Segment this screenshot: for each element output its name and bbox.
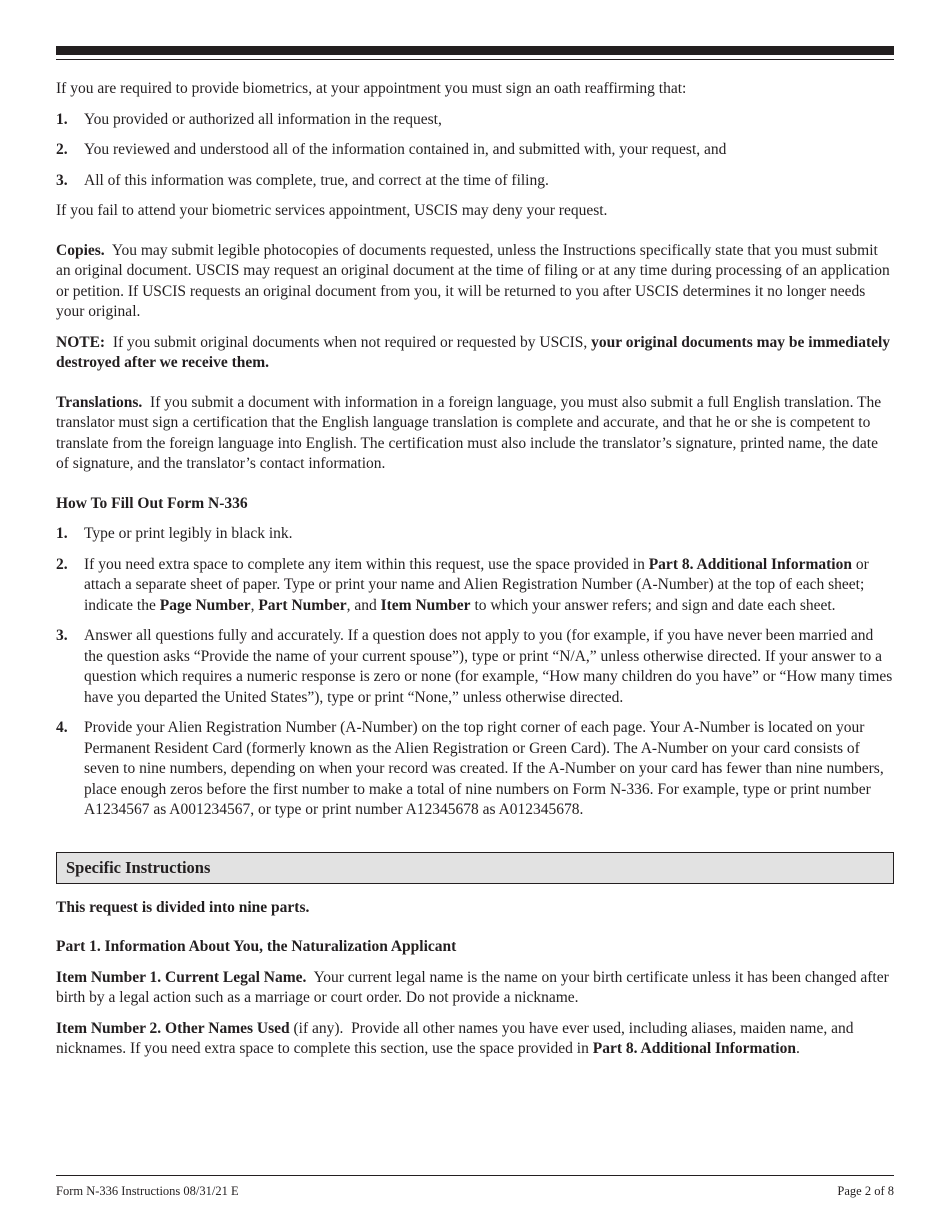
item-number: 3. xyxy=(56,171,68,189)
item-text: Type or print legibly in black ink. xyxy=(84,525,293,542)
biometrics-lead: If you are required to provide biometrics, at your appointment you must sign an oath reaffirming that: xyxy=(56,80,687,97)
footer-rule xyxy=(56,1175,894,1176)
header-thin-rule xyxy=(56,59,894,60)
item-text: All of this information was complete, true, and correct at the time of filing. xyxy=(84,171,549,189)
item-number: 1. xyxy=(56,525,68,542)
part8-reference: Part 8. Additional Information xyxy=(648,555,852,573)
page-number-term: Page Number xyxy=(159,596,251,614)
note-label: NOTE: xyxy=(56,333,106,351)
item-text: You provided or authorized all information in the request, xyxy=(84,110,442,128)
header-thick-rule xyxy=(56,46,894,55)
item-paren: (if any). xyxy=(293,1019,344,1037)
item-number: 2. xyxy=(56,555,68,573)
specific-instructions-banner: Specific Instructions xyxy=(56,852,894,884)
item-number: 1. xyxy=(56,110,68,128)
item-text: If you need extra space to complete any item within this request, use the space provided in xyxy=(84,555,645,573)
part1-heading: Part 1. Information About You, the Naturalization Applicant xyxy=(56,938,457,955)
item-number-1-paragraph xyxy=(56,968,894,1009)
note-text: If you submit original documents when not required or requested by USCIS, xyxy=(112,333,588,351)
item-text: Provide all other names you have ever used, including aliases, maiden name, and nicknames. If you need extra space to complete this section, use the space provided in xyxy=(56,1019,854,1057)
oath-item xyxy=(56,171,894,192)
item-text: You reviewed and understood all of the information contained in, and submitted with, your request, and xyxy=(84,141,727,158)
how-to-item xyxy=(56,524,894,545)
item-number-2-paragraph xyxy=(56,1019,894,1060)
item-number: 2. xyxy=(56,141,68,158)
item-text: Your current legal name is the name on your birth certificate unless it has been changed after birth by a legal action such as a marriage or court order. Do not provide a nickname. xyxy=(56,968,889,1006)
copies-paragraph xyxy=(56,241,894,323)
item-label: Item Number 1. Current Legal Name. xyxy=(56,968,307,986)
note-paragraph xyxy=(56,333,894,374)
translations-text: If you submit a document with information in a foreign language, you must also submit a full English translation. The translator must sign a certification that the English language translation is complete and accurate, and that he or she is competent to translate from the foreign language into English. The certification must also include the translator’s signature, printed name, the date of signature, and the translator’s contact information. xyxy=(56,393,882,472)
part8-reference: Part 8. Additional Information xyxy=(592,1040,796,1057)
footer-form-id: Form N-336 Instructions 08/31/21 E xyxy=(56,1184,239,1198)
item-number-term: Item Number xyxy=(380,596,471,614)
translations-paragraph xyxy=(56,393,894,475)
item-text: to which your answer refers; and sign and date each sheet. xyxy=(474,596,836,614)
item-number: 4. xyxy=(56,719,68,736)
part-number-term: Part Number xyxy=(258,596,347,614)
note-bold-text: your original documents may be immediately destroyed after we receive them. xyxy=(56,333,891,371)
item-text: Provide your Alien Registration Number (A-Number) on the top right corner of each page. Your A-Number is located on your Permanent Resident Card (formerly known as the Alien Registration or Green Card). The A-Number on your card consists of seven to nine numbers, depending on when your record was created. If the A-Number on your card has fewer than nine numbers, place enough zeros before the first number to make a total of nine numbers on Form N-336. For example, type or print number A1234567 as A001234567, or type or print number A12345678 as A012345678. xyxy=(84,719,884,818)
copies-heading: Copies. xyxy=(56,241,105,259)
nine-parts-note: This request is divided into nine parts. xyxy=(56,898,310,916)
how-to-item xyxy=(56,626,894,708)
item-end: . xyxy=(795,1040,800,1057)
how-to-item xyxy=(56,555,894,617)
item-text: Answer all questions fully and accurately. If a question does not apply to you (for example, if you have never been married and the question asks “Provide the name of your current spouse”), type or print “N/A,” unless otherwise directed. If your answer to a question which requires a numeric response is zero or none (for example, “How many children do you have” or “How many times have you departed the United States”), type or print “None,” unless otherwise directed. xyxy=(84,627,893,706)
copies-text: You may submit legible photocopies of documents requested, unless the Instructions specifically state that you must submit an original document. USCIS may request an original document at the time of filing or at any time during processing of an application or petition. If USCIS requests an original document from you, it will be returned to you after USCIS determines it no longer needs your original. xyxy=(56,241,890,320)
page-content xyxy=(56,79,894,1060)
footer-page-number: Page 2 of 8 xyxy=(837,1184,894,1198)
item-text: , xyxy=(250,596,255,614)
item-text: , and xyxy=(346,596,377,614)
translations-heading: Translations. xyxy=(56,393,143,411)
oath-item xyxy=(56,140,894,161)
oath-item xyxy=(56,110,894,131)
biometrics-closing: If you fail to attend your biometric services appointment, USCIS may deny your request. xyxy=(56,202,608,219)
item-text: or attach a separate sheet of paper. Type or print your name and Alien Registration Number (A-Number) at the top of each sheet; indicate the xyxy=(84,555,869,614)
item-label: Item Number 2. Other Names Used xyxy=(56,1019,290,1037)
how-to-heading: How To Fill Out Form N-336 xyxy=(56,494,248,512)
item-number: 3. xyxy=(56,627,68,644)
how-to-item xyxy=(56,718,894,821)
